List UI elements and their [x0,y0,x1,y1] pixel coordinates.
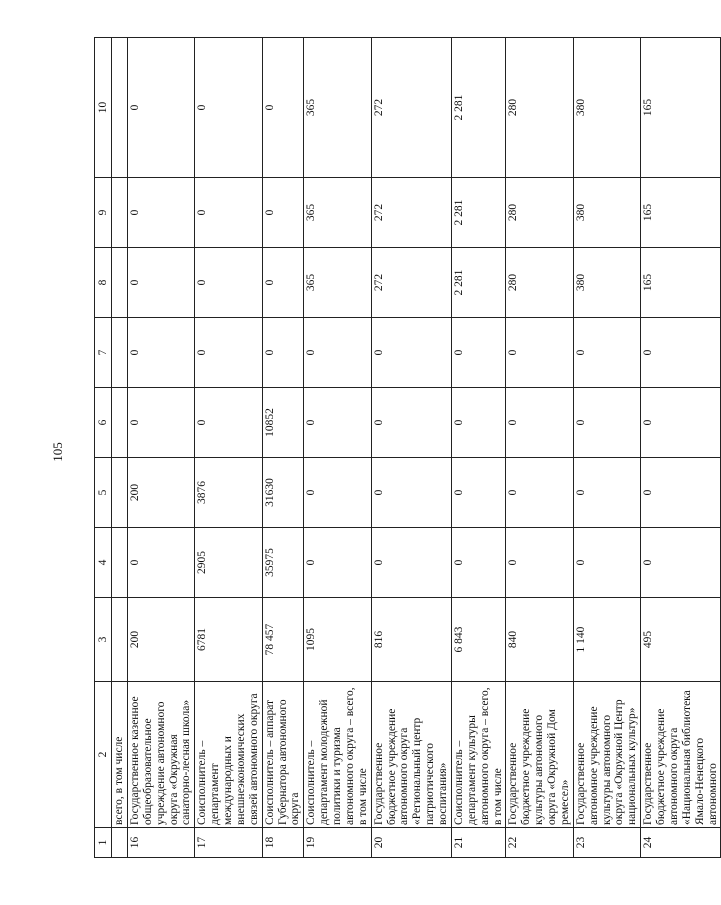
empty-cell [112,38,128,178]
row-value: 380 [573,248,640,318]
row-value: 0 [304,458,371,528]
row-value: 0 [506,388,573,458]
column-number: 7 [95,318,112,388]
column-number: 3 [95,598,112,682]
table-row [451,38,506,858]
row-value: 365 [304,38,371,178]
row-value: 2 281 [451,38,506,178]
table-row [127,38,194,858]
row-value: 0 [262,38,304,178]
column-number: 8 [95,248,112,318]
column-number: 4 [95,528,112,598]
row-name: Государственное казенное общеобразовательное учреждение автономного округа «Окружная санаторно-лесная школа» [127,682,194,828]
row-value: 0 [127,388,194,458]
column-number: 10 [95,38,112,178]
row-value: 380 [573,38,640,178]
row-value: 0 [506,458,573,528]
row-value: 200 [127,458,194,528]
row-name: Соисполнитель – аппарат Губернатора автономного округа [262,682,304,828]
row-value: 0 [451,458,506,528]
row-value: 0 [641,458,721,528]
row-value: 272 [371,38,451,178]
table-row [506,38,573,858]
row-value: 0 [127,318,194,388]
subtotal-label: всего, в том числе [112,682,128,828]
row-name: Соисполнитель – департамент молодежной политики и туризма автономного округа – всего, в том числе [304,682,371,828]
row-value: 2905 [195,528,262,598]
row-number: 19 [304,828,371,858]
row-value: 0 [195,318,262,388]
row-value: 0 [127,38,194,178]
row-value: 6781 [195,598,262,682]
table-row [371,38,451,858]
row-value: 840 [506,598,573,682]
row-value: 165 [641,178,721,248]
empty-cell [112,318,128,388]
row-value: 380 [573,178,640,248]
row-value: 0 [506,528,573,598]
row-value: 0 [451,388,506,458]
row-value: 0 [304,318,371,388]
row-value: 0 [195,388,262,458]
row-number: 17 [195,828,262,858]
row-value: 35975 [262,528,304,598]
row-value: 0 [573,318,640,388]
row-number: 24 [641,828,721,858]
row-name: Соисполнитель – департамент международных и внешнеэкономических связей автономного округа [195,682,262,828]
row-value: 10852 [262,388,304,458]
row-value: 0 [127,248,194,318]
row-value: 0 [127,528,194,598]
row-value: 0 [641,528,721,598]
row-number: 16 [127,828,194,858]
row-value: 165 [641,38,721,178]
table-row [304,38,371,858]
row-name: Соисполнитель – департамент культуры автономного округа – всего, в том числе [451,682,506,828]
row-value: 0 [262,318,304,388]
column-number: 1 [95,828,112,858]
column-number: 9 [95,178,112,248]
row-value: 0 [573,388,640,458]
row-value: 1 140 [573,598,640,682]
row-value: 0 [371,458,451,528]
budget-table [94,37,721,858]
row-value: 200 [127,598,194,682]
row-value: 0 [195,38,262,178]
row-value: 0 [371,388,451,458]
row-value: 365 [304,248,371,318]
row-value: 2 281 [451,248,506,318]
row-name: Государственное бюджетное учреждение культуры автономного округа «Окружной Дом ремесел» [506,682,573,828]
row-value: 0 [127,178,194,248]
row-value: 0 [304,528,371,598]
row-name: Государственное бюджетное учреждение автономного округа «Региональный центр патриотического воспитания» [371,682,451,828]
row-value: 280 [506,248,573,318]
row-value: 0 [641,388,721,458]
row-value: 0 [304,388,371,458]
page-number: 105 [50,442,65,462]
row-value: 0 [506,318,573,388]
empty-cell [112,388,128,458]
row-name: Государственное автономное учреждение культуры автономного округа «Окружной Центр национальных культур» [573,682,640,828]
row-value: 1095 [304,598,371,682]
row-value: 0 [195,248,262,318]
column-number: 6 [95,388,112,458]
row-number: 22 [506,828,573,858]
row-name: Государственное бюджетное учреждение автономного округа «Национальная библиотека Ямало-Ненецкого автономного [641,682,721,828]
row-value: 280 [506,178,573,248]
row-value: 0 [195,178,262,248]
row-value: 816 [371,598,451,682]
rotated-table-container [94,38,719,858]
row-value: 0 [371,318,451,388]
row-number: 23 [573,828,640,858]
column-number: 5 [95,458,112,528]
empty-cell [112,178,128,248]
row-value: 272 [371,248,451,318]
row-value: 0 [262,248,304,318]
row-value: 495 [641,598,721,682]
row-value: 280 [506,38,573,178]
empty-cell [112,828,128,858]
row-value: 0 [573,528,640,598]
row-value: 272 [371,178,451,248]
row-value: 0 [641,318,721,388]
row-value: 0 [451,528,506,598]
row-value: 365 [304,178,371,248]
column-number-row [95,38,112,858]
empty-cell [112,248,128,318]
table-row [262,38,304,858]
table-row [195,38,262,858]
row-value: 0 [573,458,640,528]
empty-cell [112,528,128,598]
empty-cell [112,458,128,528]
column-number: 2 [95,682,112,828]
row-value: 31630 [262,458,304,528]
row-value: 0 [371,528,451,598]
row-value: 78 457 [262,598,304,682]
subtotal-label-row [112,38,128,858]
row-number: 18 [262,828,304,858]
empty-cell [112,598,128,682]
row-value: 0 [262,178,304,248]
table-row [573,38,640,858]
row-value: 0 [451,318,506,388]
row-value: 6 843 [451,598,506,682]
row-value: 165 [641,248,721,318]
row-number: 21 [451,828,506,858]
row-number: 20 [371,828,451,858]
row-value: 2 281 [451,178,506,248]
row-value: 3876 [195,458,262,528]
table-row [641,38,721,858]
